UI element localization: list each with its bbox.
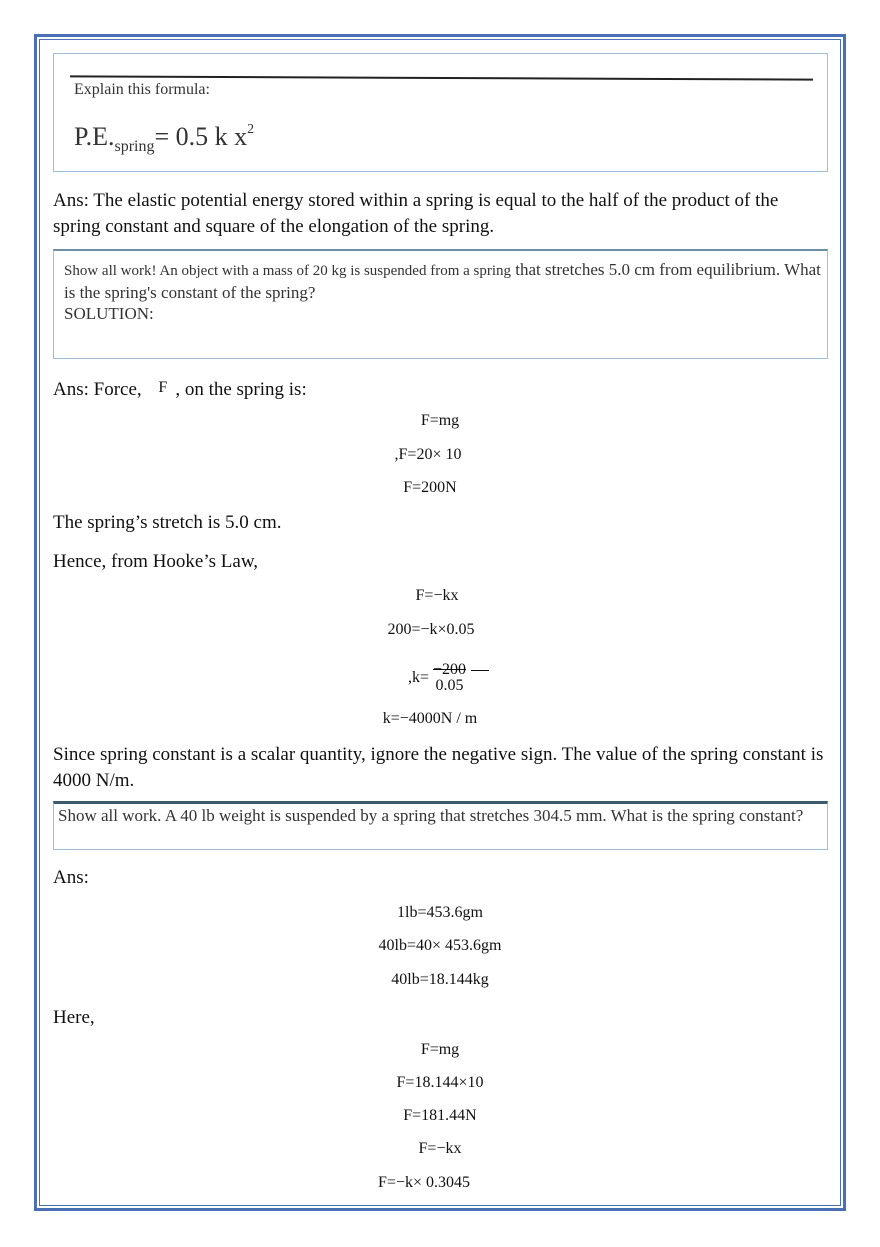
equation: F=mg — [420, 1041, 460, 1058]
fraction-bar — [471, 670, 489, 671]
answer-2-intro-after: , on the spring is: — [175, 379, 307, 400]
question-1-box — [53, 53, 828, 172]
fraction — [433, 662, 466, 694]
equation: ,F=20× 10 — [394, 446, 462, 463]
answer-3-intro: Ans: — [53, 867, 89, 888]
hooke-law-text: Hence, from Hooke’s Law, — [53, 551, 259, 572]
answer-2-intro-before: Ans: Force, — [53, 379, 142, 400]
question-1-label: Explain this formula: — [74, 81, 210, 98]
equation: F=200N — [403, 479, 457, 496]
question-2-box — [53, 249, 828, 359]
formula-subscript: spring — [114, 138, 155, 155]
question-2-text — [64, 259, 824, 324]
answer-1: Ans: The elastic potential energy stored within a spring is equal to the half of the product of the spring constant and square of the elongation of the spring. — [53, 190, 779, 237]
formula-rest: = 0.5 k x — [154, 122, 248, 151]
force-symbol: F — [158, 379, 168, 396]
fraction-numerator: −200 — [433, 661, 467, 678]
question-3-text: Show all work. A 40 lb weight is suspended by a spring that stretches 304.5 mm. What is the spring constant? — [58, 806, 804, 825]
equation: 200=−k×0.05 — [387, 621, 475, 638]
formula-superscript: 2 — [247, 122, 255, 137]
equation: F=181.44N — [403, 1107, 477, 1124]
answer-2-intro — [53, 375, 829, 403]
equation: k=−4000N / m — [382, 710, 478, 727]
solution-label: SOLUTION: — [64, 304, 154, 323]
equation: F=mg — [420, 412, 460, 429]
here-text: Here, — [53, 1007, 95, 1028]
question-2-part-b: that stretches 5.0 cm from equilibrium. What is the spring's constant of the spring? — [64, 260, 821, 302]
equation: F=−kx — [415, 587, 459, 604]
question-2-part-a: Show all work! An object with a mass of 20 kg is suspended from a spring — [64, 263, 512, 279]
equation: F=−kx — [418, 1140, 462, 1157]
answer-2-conclusion: Since spring constant is a scalar quantity, ignore the negative sign. The value of the spring constant is 4000 N/m. — [53, 744, 824, 791]
spring-energy-formula — [74, 122, 254, 156]
fraction-equation — [0, 662, 877, 694]
question-1-rule — [70, 75, 813, 80]
equation: 40lb=18.144kg — [391, 971, 489, 988]
spring-stretch-text: The spring’s stretch is 5.0 cm. — [53, 512, 282, 533]
equation: F=−k× 0.3045 — [378, 1174, 470, 1191]
fraction-prefix: ,k= — [407, 669, 429, 686]
equation: F=18.144×10 — [396, 1074, 484, 1091]
formula-main: P.E. — [74, 122, 115, 151]
fraction-denominator: 0.05 — [435, 677, 464, 694]
equation: 40lb=40× 453.6gm — [378, 937, 502, 954]
question-3-box — [53, 801, 828, 850]
equation: 1lb=453.6gm — [397, 904, 483, 921]
